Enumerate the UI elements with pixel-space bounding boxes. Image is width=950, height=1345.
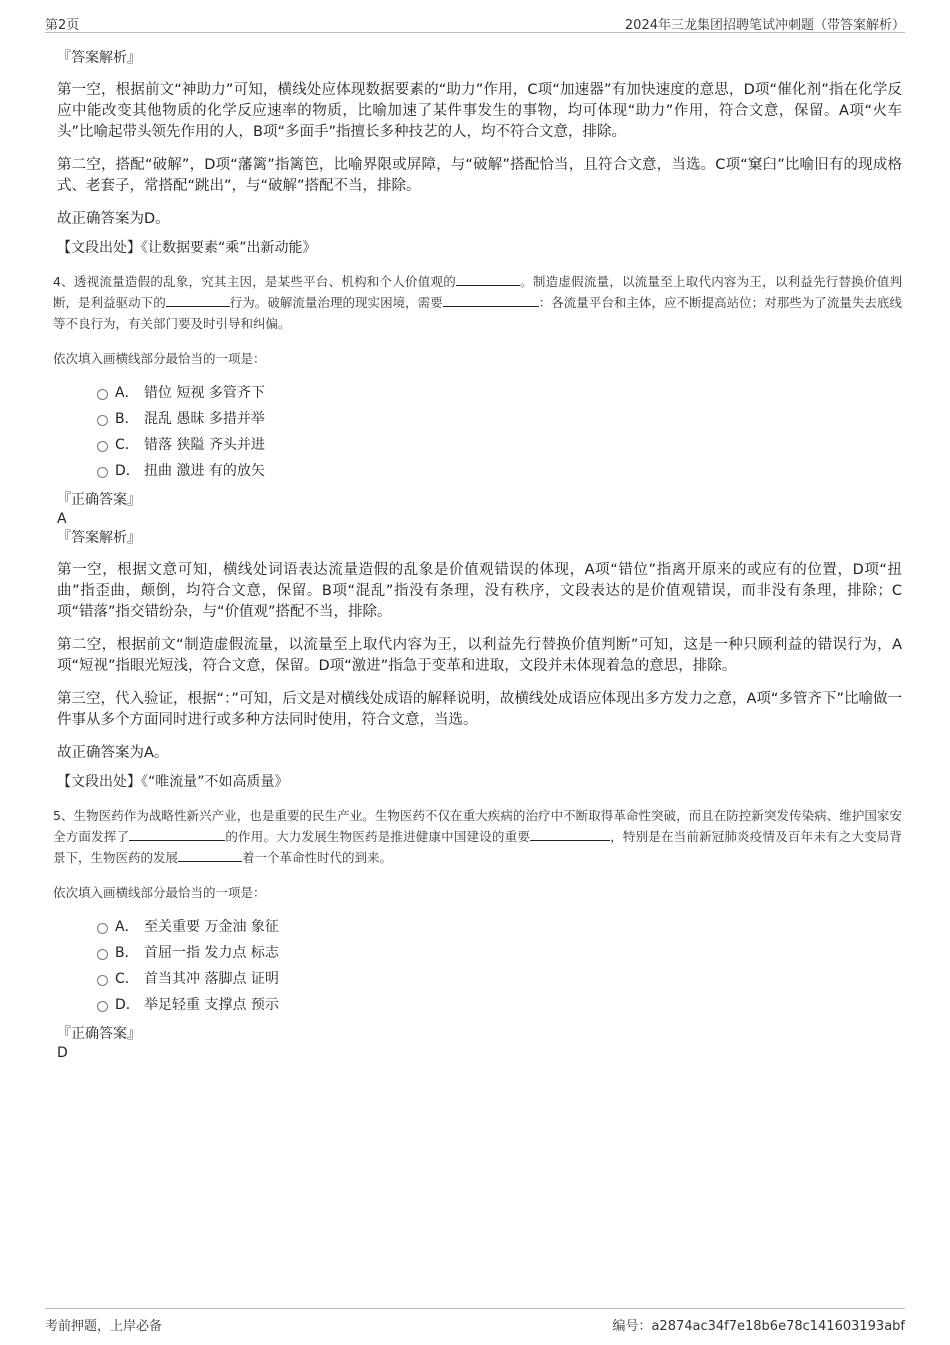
footer-serial-number: 编号：a2874ac34f7e18b6e78c141603193abf	[612, 1319, 905, 1334]
q5-blank-2	[530, 827, 610, 841]
q5-option-a[interactable]: A． 至关重要 万金油 象征	[97, 914, 902, 940]
page-number: 第2页	[45, 18, 80, 33]
q5-stem-part-3: ，特别是在当前新冠肺炎疫情及百年未有之大变局背景下，生物医药的发展	[53, 829, 902, 865]
page-footer	[45, 1308, 905, 1333]
radio-icon[interactable]	[97, 975, 108, 986]
q5-option-d[interactable]: D． 举足轻重 支撑点 预示	[97, 992, 902, 1018]
q4-correct-answer-label: 『正确答案』	[57, 492, 141, 508]
q5-option-c[interactable]: C． 首当其冲 落脚点 证明	[97, 966, 902, 992]
q5-options	[57, 914, 902, 1018]
q4-analysis-para-1: 第一空，根据文意可知，横线处词语表达流量造假的乱象是价值观错误的体现，A项“错位”指离开原来的或应有的位置，D项“扭曲”指歪曲，颠倒，均符合文意，保留。B项“混乱”指没有条理，没有秩序，文段表达的是价值观错误，而非没有条理，排除；C项“错落”指交错纷杂，与“价值观”搭配不当，排除。	[57, 562, 902, 620]
radio-icon[interactable]	[97, 389, 108, 400]
q5-stem-part-1: 5、生物医药作为战略性新兴产业，也是重要的民生产业。生物医药不仅在重大疾病的治疗中不断取得革命性突破，而且在防控新突发传染病、维护国家安全方面发挥了	[53, 808, 902, 844]
q5-correct-answer-label: 『正确答案』	[57, 1026, 141, 1042]
q3-analysis-label: 『答案解析』	[57, 50, 141, 66]
q4-stem-part-1: 4、透视流量造假的乱象，究其主因，是某些平台、机构和个人价值观的	[53, 274, 456, 289]
q3-analysis-para-1: 第一空，根据前文“神助力”可知，横线处应体现数据要素的“助力”作用，C项“加速器”有加快速度的意思，D项“催化剂”指在化学反应中能改变其他物质的化学反应速率的物质，比喻加速了某件事发生的事物，均可体现“助力”作用，符合文意，保留。A项“火车头”比喻起带头领先作用的人，B项“多面手”指擅长多种技艺的人，均不符合文意，排除。	[57, 82, 902, 140]
radio-icon[interactable]	[97, 949, 108, 960]
q4-analysis-conclusion: 故正确答案为A。	[57, 745, 169, 761]
q4-option-d[interactable]: D． 扭曲 激进 有的放矢	[97, 458, 902, 484]
radio-icon[interactable]	[97, 441, 108, 452]
q5-stem	[53, 805, 902, 868]
footer-slogan: 考前押题，上岸必备	[45, 1319, 163, 1334]
q4-analysis-para-2: 第二空，根据前文“制造虚假流量，以流量至上取代内容为王，以利益先行替换价值判断”可知，这是一种只顾利益的错误行为，A项“短视”指眼光短浅，符合文意，保留。D项“激进”指急于变革和进取，文段并未体现着急的意思，排除。	[57, 637, 902, 674]
q4-instruction: 依次填入画横线部分最恰当的一项是：	[53, 351, 266, 366]
q5-option-b[interactable]: B． 首屈一指 发力点 标志	[97, 940, 902, 966]
q4-blank-1	[456, 272, 520, 286]
q4-answer: A	[57, 511, 67, 527]
q4-analysis-label: 『答案解析』	[57, 530, 141, 546]
q4-blank-3	[443, 293, 539, 307]
page-header	[45, 12, 905, 33]
document-title: 2024年三龙集团招聘笔试冲刺题（带答案解析）	[624, 18, 905, 33]
q5-answer: D	[57, 1045, 68, 1061]
q5-stem-part-4: 着一个革命性时代的到来。	[242, 850, 393, 865]
q4-stem-part-2: 。制造虚假流量，以流量至上取代内容为王，以利益先行替换价值判断，是利益驱动下的	[53, 274, 902, 310]
q4-analysis-para-3: 第三空，代入验证，根据“：”可知，后文是对横线处成语的解释说明，故横线处成语应体现出多方发力之意，A项“多管齐下”比喻做一件事从多个方面同时进行或多种方法同时使用，符合文意，当选。	[57, 691, 902, 728]
q3-analysis-conclusion: 故正确答案为D。	[57, 211, 170, 227]
q4-source: 【文段出处】《“唯流量”不如高质量》	[57, 774, 289, 790]
q4-stem-part-3: 行为。破解流量治理的现实困境，需要	[229, 295, 443, 310]
q5-blank-1	[129, 827, 225, 841]
page-content	[53, 48, 902, 1062]
q5-blank-3	[178, 848, 242, 862]
q5-stem-part-2: 的作用。大力发展生物医药是推进健康中国建设的重要	[225, 829, 531, 844]
radio-icon[interactable]	[97, 415, 108, 426]
q4-stem-part-4: ：各流量平台和主体，应不断提高站位；对那些为了流量失去底线等不良行为，有关部门要及时引导和纠偏。	[53, 295, 902, 331]
q5-instruction: 依次填入画横线部分最恰当的一项是：	[53, 885, 266, 900]
q4-options	[57, 380, 902, 484]
radio-icon[interactable]	[97, 467, 108, 478]
q4-option-a[interactable]: A． 错位 短视 多管齐下	[97, 380, 902, 406]
q4-blank-2	[166, 293, 230, 307]
q3-analysis-para-2: 第二空，搭配“破解”，D项“藩篱”指篱笆，比喻界限或屏障，与“破解”搭配恰当，且符合文意，当选。C项“窠臼”比喻旧有的现成格式、老套子，常搭配“跳出”，与“破解”搭配不当，排除。	[57, 157, 902, 194]
q4-stem	[53, 271, 902, 334]
q3-source: 【文段出处】《让数据要素“乘”出新动能》	[57, 240, 317, 256]
radio-icon[interactable]	[97, 923, 108, 934]
q4-option-b[interactable]: B． 混乱 愚昧 多措并举	[97, 406, 902, 432]
radio-icon[interactable]	[97, 1001, 108, 1012]
q4-option-c[interactable]: C． 错落 狭隘 齐头并进	[97, 432, 902, 458]
